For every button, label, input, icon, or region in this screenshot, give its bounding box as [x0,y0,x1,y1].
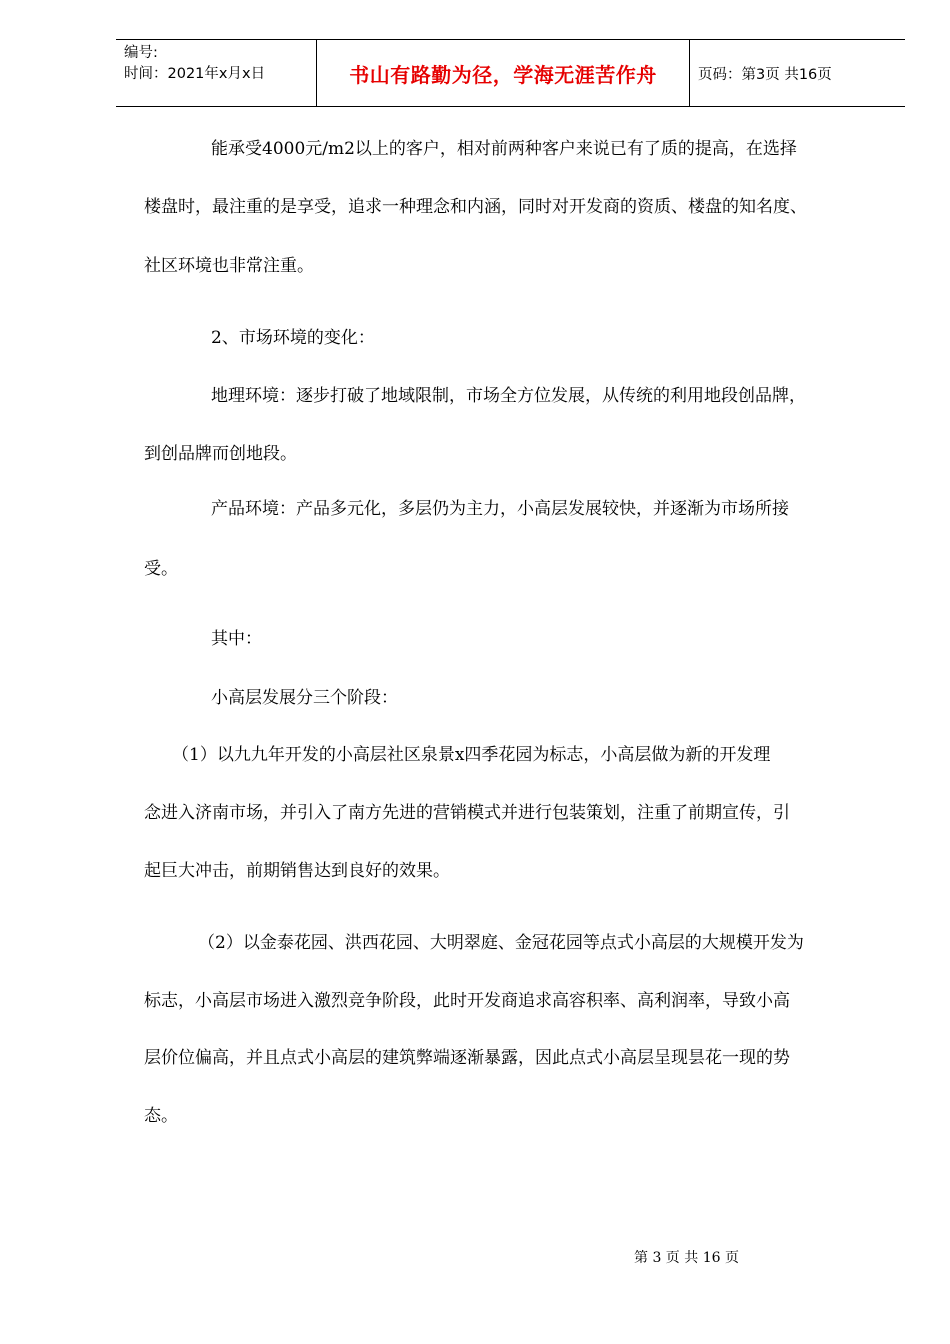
list-item-line: 层价位偏高，并且点式小高层的建筑弊端逐渐暴露，因此点式小高层呈现昙花一现的势 [144,1048,790,1068]
body-text-line: 楼盘时，最注重的是享受，追求一种理念和内涵，同时对开发商的资质、楼盘的知名度、 [144,197,807,217]
body-text-line: 受。 [144,559,178,579]
header-page-info: 页码：第3页 共16页 [698,66,832,83]
body-text-line: 其中： [211,629,262,649]
document-time-label: 时间：2021年x月x日 [124,66,266,82]
list-item-line: （2）以金泰花园、洪西花园、大明翠庭、金冠花园等点式小高层的大规模开发为 [198,933,804,953]
document-number-label: 编号: [124,45,158,61]
list-item-line: 标志，小高层市场进入激烈竞争阶段，此时开发商追求高容积率、高利润率，导致小高 [144,991,790,1011]
body-text-line: 能承受4000元/m2以上的客户，相对前两种客户来说已有了质的提高，在选择 [211,139,797,159]
body-text-line: 产品环境：产品多元化，多层仍为主力，小高层发展较快，并逐渐为市场所接 [211,499,789,519]
header-meta-cell [116,40,316,106]
section-heading: 2、市场环境的变化： [211,328,375,348]
list-item-line: 念进入济南市场，并引入了南方先进的营销模式并进行包装策划，注重了前期宣传，引 [144,803,790,823]
list-item-line: 起巨大冲击，前期销售达到良好的效果。 [144,861,450,881]
body-text-line: 到创品牌而创地段。 [144,444,297,464]
list-item-line: （1）以九九年开发的小高层社区泉景x四季花园为标志，小高层做为新的开发理 [172,745,771,765]
page-header [116,39,905,107]
body-text-line: 地理环境：逐步打破了地域限制，市场全方位发展，从传统的利用地段创品牌， [211,386,806,406]
body-text-line: 小高层发展分三个阶段： [211,688,398,708]
list-item-line: 态。 [144,1106,178,1126]
header-motto: 书山有路勤为径，学海无涯苦作舟 [316,40,690,106]
body-text-line: 社区环境也非常注重。 [144,256,314,276]
page-footer: 第 3 页 共 16 页 [634,1250,739,1266]
